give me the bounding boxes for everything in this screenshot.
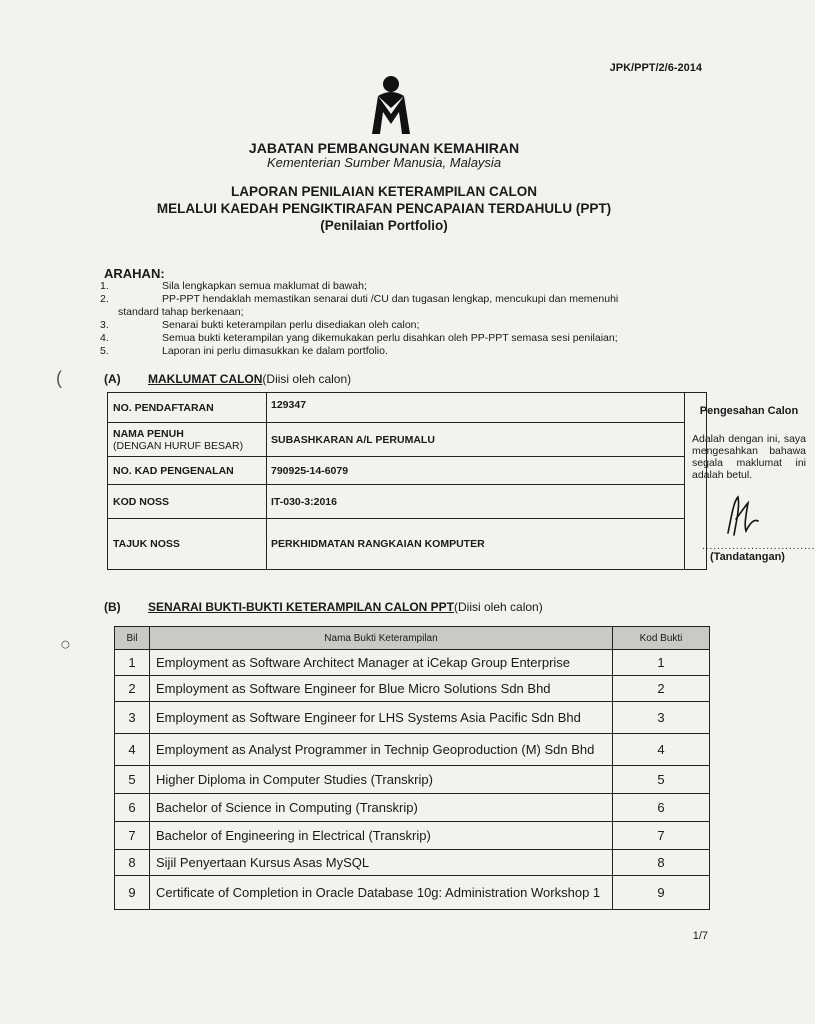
evidence-name: Employment as Software Engineer for LHS Systems Asia Pacific Sdn Bhd xyxy=(150,702,613,734)
instruction-item xyxy=(100,293,690,306)
table-header-row xyxy=(115,627,710,650)
table-row xyxy=(115,766,710,794)
instruction-text: Laporan ini perlu dimasukkan ke dalam portfolio. xyxy=(162,345,388,357)
section-note: (Diisi oleh calon) xyxy=(454,600,543,614)
instructions-list xyxy=(100,280,690,358)
evidence-code: 2 xyxy=(613,676,710,702)
evidence-table xyxy=(114,626,710,910)
evidence-code: 3 xyxy=(613,702,710,734)
field-label-line: (DENGAN HURUF BESAR) xyxy=(113,439,244,452)
instruction-number: 1. xyxy=(100,280,109,292)
row-number: 2 xyxy=(115,676,150,702)
field-label-line: NAMA PENUH xyxy=(113,427,184,440)
field-value: PERKHIDMATAN RANGKAIAN KOMPUTER xyxy=(271,538,485,550)
field-label: NO. KAD PENGENALAN xyxy=(108,457,266,485)
row-number: 3 xyxy=(115,702,150,734)
signature-line: .............................. xyxy=(702,541,815,552)
row-number: 4 xyxy=(115,734,150,766)
row-number: 5 xyxy=(115,766,150,794)
section-title: SENARAI BUKTI-BUKTI KETERAMPILAN CALON PPT xyxy=(148,600,454,614)
row-number: 6 xyxy=(115,794,150,822)
evidence-code: 5 xyxy=(613,766,710,794)
instruction-item xyxy=(100,345,690,358)
evidence-name: Employment as Software Engineer for Blue Micro Solutions Sdn Bhd xyxy=(150,676,613,702)
row-number: 7 xyxy=(115,822,150,850)
field-label: NO. PENDAFTARAN xyxy=(108,393,266,423)
section-title: MAKLUMAT CALON xyxy=(148,372,263,386)
field-value: SUBASHKARAN A/L PERUMALU xyxy=(266,423,684,457)
section-b-heading xyxy=(104,600,543,614)
instruction-text: Sila lengkapkan semua maklumat di bawah; xyxy=(162,280,367,292)
evidence-code: 8 xyxy=(613,850,710,876)
binder-hole-mark: ( xyxy=(56,368,62,388)
evidence-code: 9 xyxy=(613,876,710,910)
instruction-text: Semua bukti keterampilan yang dikemukakan perlu disahkan oleh PP-PPT semasa sesi penilaian; xyxy=(162,332,618,344)
report-title-line-1: LAPORAN PENILAIAN KETERAMPILAN CALON xyxy=(231,184,537,199)
evidence-code: 6 xyxy=(613,794,710,822)
field-value: 129347 xyxy=(266,393,684,423)
field-label: KOD NOSS xyxy=(108,485,266,519)
instruction-text: PP-PPT hendaklah memastikan senarai duti /CU dan tugasan lengkap, mencukupi dan memenuhi xyxy=(162,293,619,305)
instruction-number: 5. xyxy=(100,345,109,357)
header-bil: Bil xyxy=(115,627,150,650)
table-row xyxy=(115,794,710,822)
table-row xyxy=(115,850,710,876)
evidence-code: 7 xyxy=(613,822,710,850)
signature-label: (Tandatangan) xyxy=(710,551,785,563)
table-row xyxy=(115,822,710,850)
table-row xyxy=(115,702,710,734)
field-label: TAJUK NOSS xyxy=(113,538,180,550)
section-a-heading xyxy=(104,372,351,386)
instruction-number: 3. xyxy=(100,319,109,331)
table-row xyxy=(115,650,710,676)
confirmation-title: Pengesahan Calon xyxy=(699,405,799,417)
ministry-name: Kementerian Sumber Manusia, Malaysia xyxy=(266,155,502,170)
binder-hole-mark: ○ xyxy=(60,634,71,654)
instruction-continuation: standard tahap berkenaan; xyxy=(118,306,244,318)
value-column xyxy=(266,393,684,569)
field-value: 790925-14-6079 xyxy=(266,457,684,485)
instruction-text: Senarai bukti keterampilan perlu disediakan oleh calon; xyxy=(162,319,420,331)
evidence-name: Certificate of Completion in Oracle Database 10g: Administration Workshop 1 xyxy=(150,876,613,910)
evidence-name: Higher Diploma in Computer Studies (Transkrip) xyxy=(150,766,613,794)
section-letter: (B) xyxy=(104,600,121,614)
evidence-name: Employment as Software Architect Manager at iCekap Group Enterprise xyxy=(150,650,613,676)
label-column xyxy=(108,393,266,569)
header-evidence-code: Kod Bukti xyxy=(613,627,710,650)
table-row xyxy=(115,734,710,766)
evidence-code: 4 xyxy=(613,734,710,766)
evidence-name: Sijil Penyertaan Kursus Asas MySQL xyxy=(150,850,613,876)
handwritten-signature-icon xyxy=(722,493,762,539)
field-label xyxy=(108,423,266,457)
instructions-title: ARAHAN: xyxy=(104,266,165,281)
row-number: 1 xyxy=(115,650,150,676)
instruction-item xyxy=(100,280,690,293)
organization-name: JABATAN PEMBANGUNAN KEMAHIRAN xyxy=(248,140,520,156)
table-row xyxy=(115,676,710,702)
table-row xyxy=(115,876,710,910)
candidate-confirmation xyxy=(684,393,814,569)
instruction-number: 2. xyxy=(100,293,109,305)
instruction-item xyxy=(100,319,690,332)
report-title-line-3: (Penilaian Portfolio) xyxy=(320,218,448,233)
report-title-line-2: MELALUI KAEDAH PENGIKTIRAFAN PENCAPAIAN TERDAHULU (PPT) xyxy=(156,201,612,216)
page-number: 1/7 xyxy=(692,930,708,942)
header-evidence-name: Nama Bukti Keterampilan xyxy=(150,627,613,650)
instruction-number: 4. xyxy=(100,332,109,344)
evidence-name: Bachelor of Engineering in Electrical (Transkrip) xyxy=(150,822,613,850)
document-reference-code: JPK/PPT/2/6-2014 xyxy=(609,62,702,74)
confirmation-text: Adalah dengan ini, saya mengesahkan bahawa segala maklumat ini adalah betul. xyxy=(692,433,806,481)
row-number: 9 xyxy=(115,876,150,910)
section-note: (Diisi oleh calon) xyxy=(262,372,352,386)
jpk-logo-icon xyxy=(370,74,412,134)
candidate-info-table xyxy=(107,392,815,570)
section-letter: (A) xyxy=(104,372,121,386)
instruction-item xyxy=(100,332,690,345)
evidence-code: 1 xyxy=(613,650,710,676)
row-number: 8 xyxy=(115,850,150,876)
evidence-name: Bachelor of Science in Computing (Transkrip) xyxy=(150,794,613,822)
evidence-name: Employment as Analyst Programmer in Technip Geoproduction (M) Sdn Bhd xyxy=(150,734,613,766)
field-value: IT-030-3:2016 xyxy=(266,485,684,519)
